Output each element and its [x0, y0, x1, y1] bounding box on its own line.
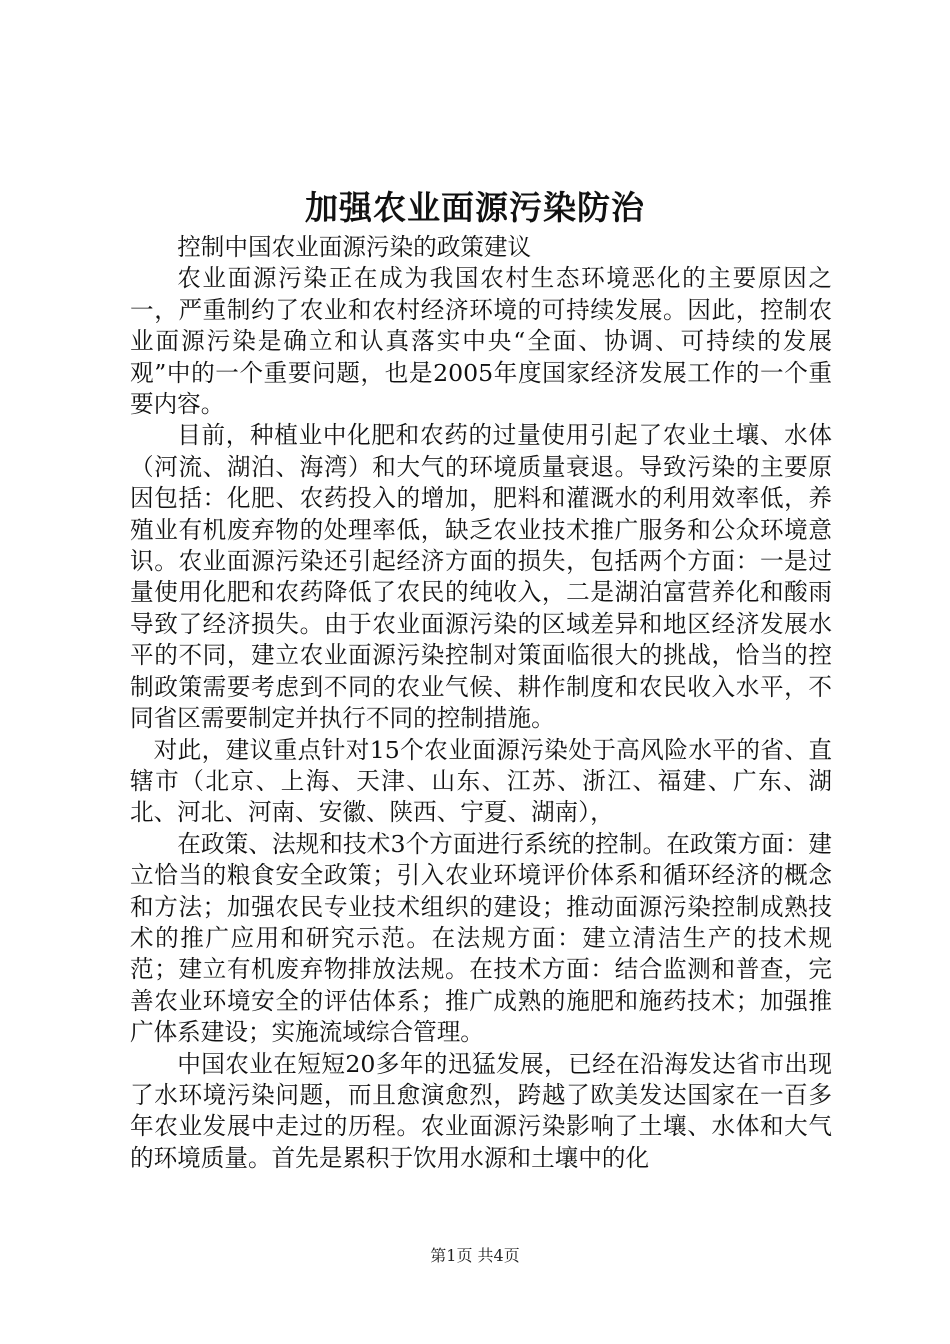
paragraph: 在政策、法规和技术3个方面进行系统的控制。在政策方面：建立恰当的粮食安全政策；引入农业环境评价体系和循环经济的概念和方法；加强农民专业技术组织的建设；推动面源污染控制成熟技术的推广应用和研究示范。在法规方面：建立清洁生产的技术规范；建立有机废弃物排放法规。在技术方面：结合监测和普查，完善农业环境安全的评估体系；推广成熟的施肥和施药技术；加强推广体系建设；实施流域综合管理。: [130, 829, 832, 1047]
paragraph: 对此，建议重点针对15个农业面源污染处于高风险水平的省、直辖市（北京、上海、天津、山东、江苏、浙江、福建、广东、湖北、河北、河南、安徽、陕西、宁夏、湖南），: [130, 735, 832, 827]
document-title: 加强农业面源污染防治: [305, 188, 645, 227]
paragraph: 目前，种植业中化肥和农药的过量使用引起了农业土壤、水体（河流、湖泊、海湾）和大气的环境质量衰退。导致污染的主要原因包括：化肥、农药投入的增加，肥料和灌溉水的利用效率低，养殖业有机废弃物的处理率低，缺乏农业技术推广服务和公众环境意识。农业面源污染还引起经济方面的损失，包括两个方面：一是过量使用化肥和农药降低了农民的纯收入，二是湖泊富营养化和酸雨导致了经济损失。由于农业面源污染的区域差异和地区经济发展水平的不同，建立农业面源污染控制对策面临很大的挑战，恰当的控制政策需要考虑到不同的农业气候、耕作制度和农民收入水平，不同省区需要制定并执行不同的控制措施。: [130, 421, 832, 733]
paragraph: 中国农业在短短20多年的迅猛发展，已经在沿海发达省市出现了水环境污染问题，而且愈演愈烈，跨越了欧美发达国家在一百多年农业发展中走过的历程。农业面源污染影响了土壤、水体和大气的环境质量。首先是累积于饮用水源和土壤中的化: [130, 1049, 832, 1172]
document-body: [130, 232, 832, 1174]
paragraph-subtitle: 控制中国农业面源污染的政策建议: [177, 233, 532, 261]
paragraph: 农业面源污染正在成为我国农村生态环境恶化的主要原因之一，严重制约了农业和农村经济环境的可持续发展。因此，控制农业面源污染是确立和认真落实中央“全面、协调、可持续的发展观”中的一个重要问题，也是2005年度国家经济发展工作的一个重要内容。: [130, 264, 832, 419]
page-number-footer: 第1页 共4页: [430, 1246, 520, 1265]
